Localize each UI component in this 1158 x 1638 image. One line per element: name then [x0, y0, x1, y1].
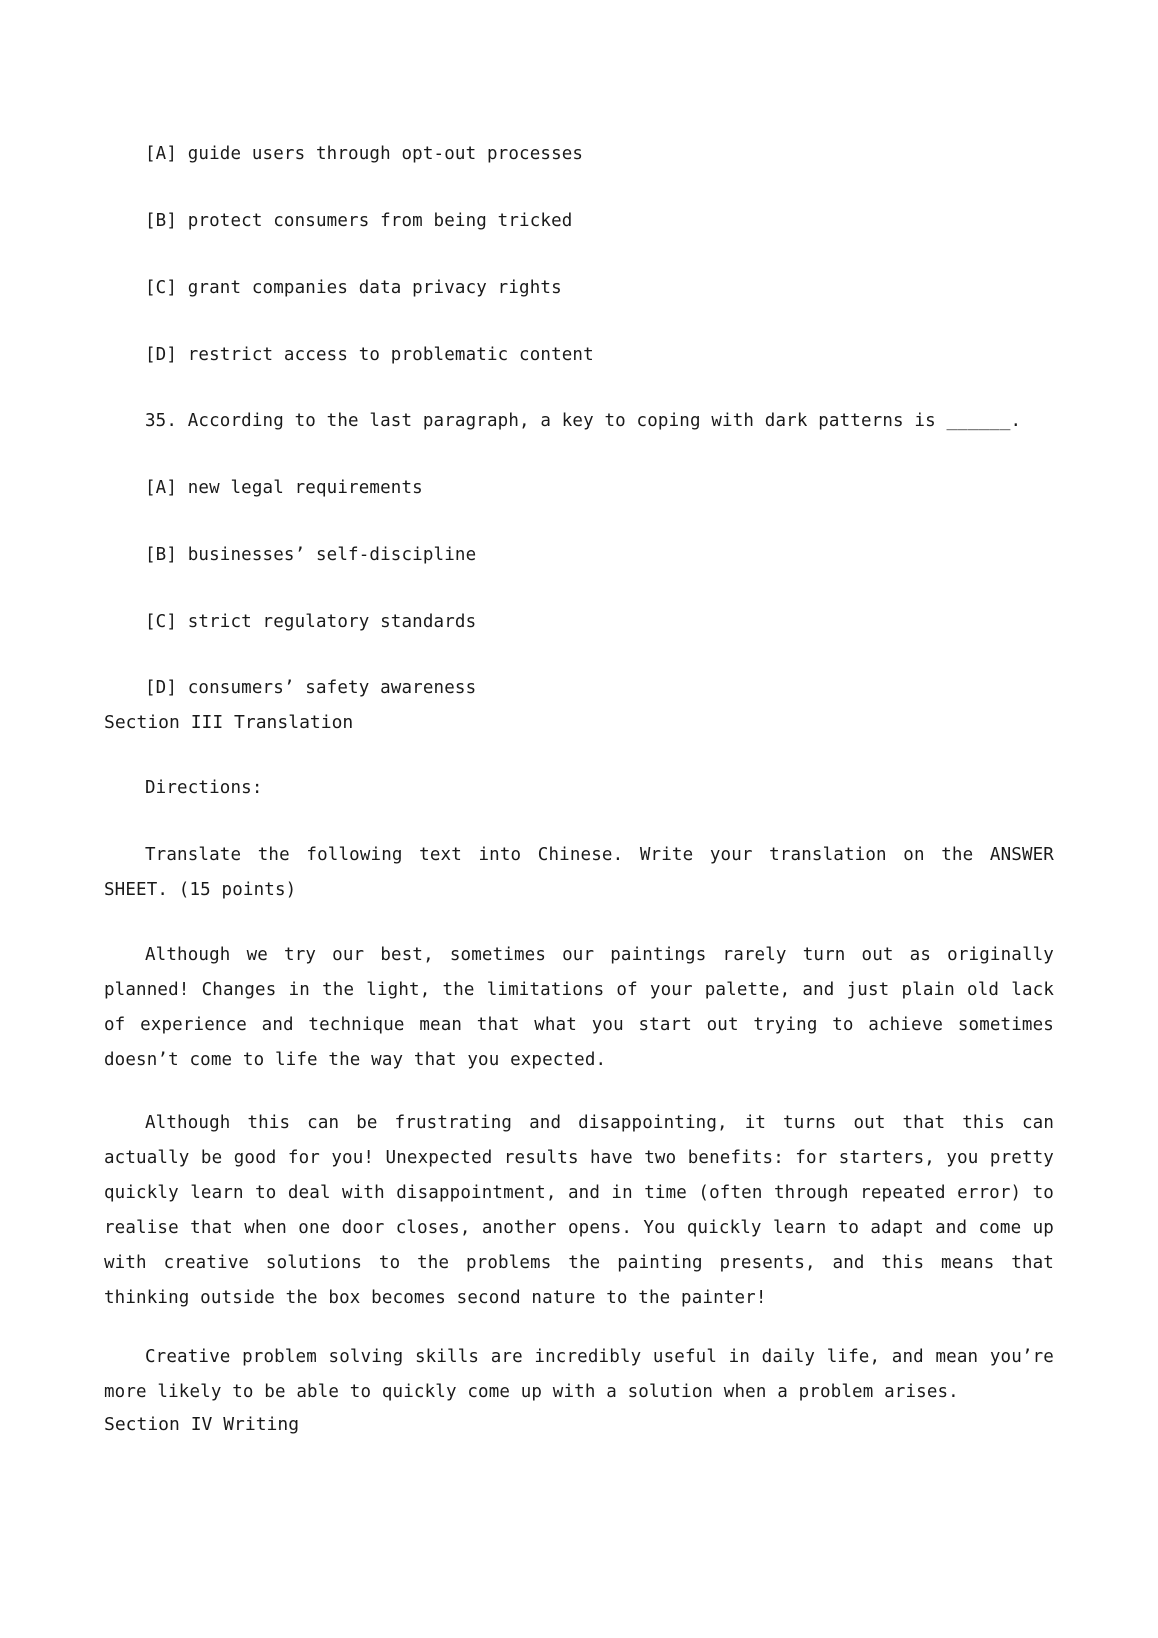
- question-35: 35. According to the last paragraph, a key to coping with dark patterns is ______.: [145, 411, 1022, 431]
- option-d: [D] restrict access to problematic content: [145, 345, 594, 365]
- directions-text: Translate the following text into Chinese. Write your translation on the ANSWER SHEET. (15 points): [104, 845, 1054, 900]
- q35-option-b: [B] businesses’ self-discipline: [145, 545, 477, 565]
- section-3-title: Section III Translation: [104, 712, 354, 733]
- translation-paragraph-2: Although this can be frustrating and disappointing, it turns out that this can actually be good for you! Unexpected results have two benefits: for starters, you pretty quickly learn to deal with disappointment, and in time (often through repeated error) to realise that when one door closes, another opens. You quickly learn to adapt and come up with creative solutions to the problems the painting presents, and this means that thinking outside the box becomes second nature to the painter!: [104, 1113, 1054, 1308]
- option-c: [C] grant companies data privacy rights: [145, 278, 562, 298]
- translation-paragraph-3: Creative problem solving skills are incredibly useful in daily life, and mean you’re more likely to be able to quickly come up with a solution when a problem arises.: [104, 1347, 1054, 1402]
- translation-paragraph-1: Although we try our best, sometimes our paintings rarely turn out as originally planned! Changes in the light, the limitations of your palette, and just plain old lack of experience and technique mean that what you start out trying to achieve sometimes doesn’t come to life the way that you expected.: [104, 945, 1054, 1070]
- q35-option-d: [D] consumers’ safety awareness: [145, 678, 477, 698]
- section-4-title: Section IV Writing: [104, 1414, 300, 1435]
- option-a: [A] guide users through opt-out processes: [145, 144, 584, 164]
- directions-label: Directions:: [145, 778, 263, 798]
- q35-option-c: [C] strict regulatory standards: [145, 612, 477, 632]
- q35-option-a: [A] new legal requirements: [145, 478, 423, 498]
- option-b: [B] protect consumers from being tricked: [145, 211, 573, 231]
